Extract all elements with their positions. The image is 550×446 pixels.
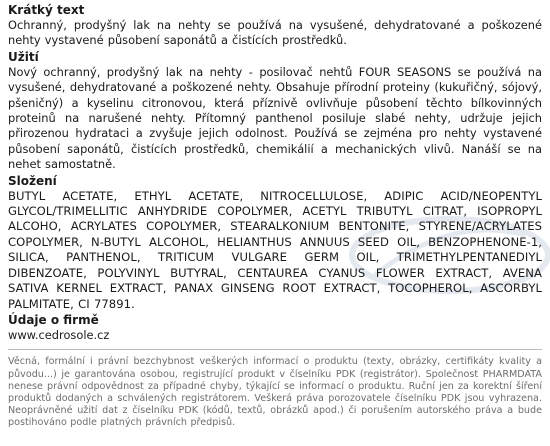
short-text-body: Ochranný, prodyšný lak na nehty se používá na vysušené, dehydratované a poškozené nehty vystavené působení saponátů a čistících prostředků. [8, 18, 542, 48]
usage-body: Nový ochranný, prodyšný lak na nehty - posilovač nehtů FOUR SEASONS se používá na vysušené, dehydratované a poškozené nehty. Obsahuje přírodní proteiny (kukuřičný, sójový, pšeničný) a kyselinu citronovou, která příznivě ovlivňuje působení těchto bílkovinných proteinů na narušené nehty. Přítomný panthenol posiluje slabé nehty, udržuje jejich přirozenou hydrataci a zvyšuje jejich odolnost. Používá se zejména pro nehty vystavené působení saponátů, čistících prostředků, chemikálií a mechanických vlivů. Nanáší se na nehet samostatně. [8, 64, 542, 172]
usage-heading: Užití [8, 49, 39, 64]
composition-body: BUTYL ACETATE, ETHYL ACETATE, NITROCELLULOSE, ADIPIC ACID/NEOPENTYL GLYCOL/TRIMELLITIC ANHYDRIDE COPOLYMER, ACETYL TRIBUTYL CITRAT, ISOPROPYL ALCOHO, ACRYLATES COPOLYMER, STEARALKONIUM BENTONITE, STYRENE/ACRYLATES COPOLYMER, N-BUTYL ALCOHOL, HELIANTHUS ANNUUS SEED OIL, BENZOPHENONE-1, SILICA, PANTHENOL, TRITICUM VULGARE GERM OIL, TRIMETHYLPENTANEDIYL DIBENZOATE, POLYVINYL BUTYRAL, CENTAUREA CYANUS FLOWER EXTRACT, AVENA SATIVA KERNEL EXTRACT, PANAX GINSENG ROOT EXTRACT, TOCOPHEROL, ASCORBYL PALMITATE, CI 77891. [8, 188, 542, 311]
short-text-section [8, 2, 542, 49]
company-section [8, 312, 542, 343]
composition-heading: Složení [8, 173, 57, 188]
short-text-heading: Krátký text [8, 3, 85, 17]
company-url[interactable]: www.cedrosole.cz [8, 327, 110, 342]
company-heading: Údaje o firmě [8, 312, 99, 327]
section-divider [8, 349, 542, 350]
product-document [8, 2, 542, 430]
legal-disclaimer: Věcná, formální i právní bezchybnost veškerých informací o produktu (texty, obrázky, certifikáty kvality a původu...) je garantována osobou, registrující produkt v číselníku PDK (registrátor). Společnost PHARMDATA nenese právní odpovědnost za případné chyby, týkající se informací o produktu. Ruční jen za korektní šíření produktů dodaných a schválených registrátorem. Veškerá práva porozovatele číselníku PDK jsou vyhrazena. Neoprávněné užití dat z číselníku PDK (kódů, textů, obrázků apod.) či porušením autorského práva a bude postihováno podle platných právních předpisů. [8, 356, 542, 429]
usage-section [8, 49, 542, 173]
composition-section [8, 173, 542, 312]
